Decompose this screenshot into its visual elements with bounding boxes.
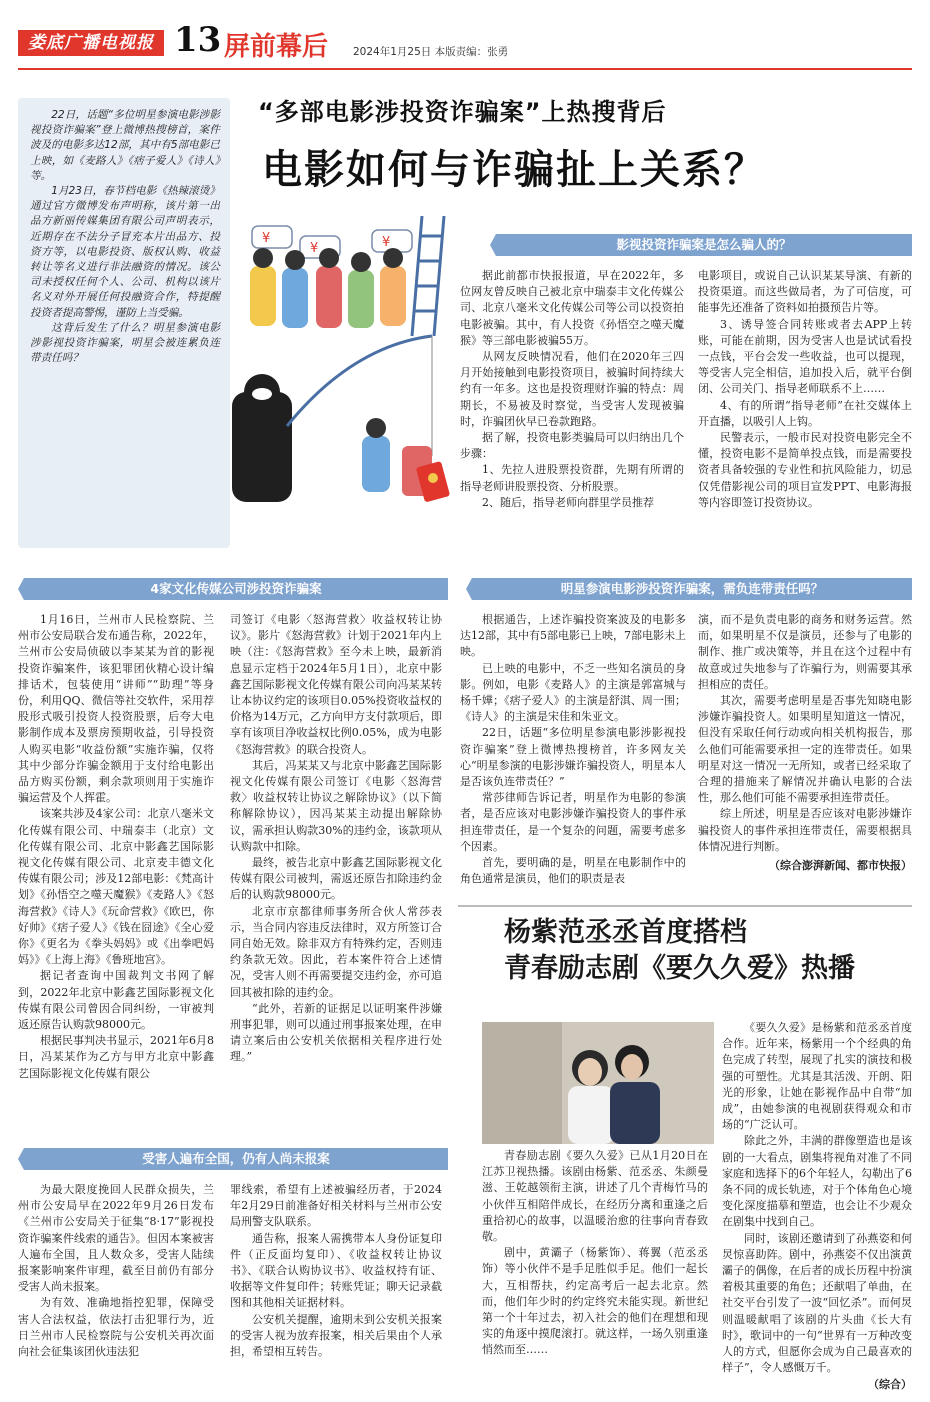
yang-title-line-2: 青春励志剧《要久久爱》热播 xyxy=(504,953,855,984)
fraud-illustration xyxy=(232,196,464,524)
yang-article-title xyxy=(504,915,912,987)
paragraph: 为有效、准确地指控犯罪，保障受害人合法权益，依法打击犯罪行为，近日兰州市人民检察院与公安机关再次面向社会征集该团伙违法犯 xyxy=(18,1296,214,1359)
headline-main: 电影如何与诈骗扯上关系？ xyxy=(262,147,766,193)
paragraph: 《要久久爱》是杨紫和范丞丞首度合作。近年来，杨紫用一个个经典的角色完成了转型，展现了扎实的演技和极强的可塑性。尤其是其活泼、开朗、阳光的形象，让她在影视作品中自带“加成”，由她参演的电视剧获得观众和市场的“广泛认可。 xyxy=(722,1021,912,1132)
money-bubble-icon xyxy=(252,226,292,248)
section4-col-b xyxy=(230,1182,442,1360)
paragraph: 据此前都市快报报道，早在2022年，多位网友曾反映自己被北京中瑞泰丰文化传媒公司、北京八毫米文化传媒公司等公司以投资拍电影被骗。其中，有人投资《孙悟空之噬天魔猴》等三部电影被骗55万。 xyxy=(460,269,684,347)
section3-signature: （综合澎湃新闻、都市快报） xyxy=(769,859,912,873)
paragraph: 同时，该剧还邀请到了孙燕姿和何炅惊喜助阵。剧中，孙燕姿不仅出演黄灞子的偶像，在后者的成长历程中扮演着极其重要的角色；还献唱了单曲，在社交平台引发了一波“回忆杀”。而何炅则温暖献唱了该剧的片头曲《长大有时》，歌词中的一句“世界有一万种改变人的方式，但愿你会成为自己最喜欢的样子”，令人感慨万千。 xyxy=(722,1231,912,1375)
paragraph: 电影项目，或说自己认识某某导演、有新的投资渠道。而这些做局者，为了可信度，可能事先还准备了资料如拍摄预告片等。 xyxy=(698,269,912,315)
drama-still-svg xyxy=(482,1022,714,1144)
paragraph: 1月16日，兰州市人民检察院、兰州市公安局联合发布通告称，2022年，兰州市公安局侦破以李某某为首的影视投资诈骗案件，该犯罪团伙精心设计编排话术，包装使用“讲师”“助理”等身份，利用QQ、微信等社交软件，采用荐股形式吸引投资人投资股票，后夸大电影制作成本及票房预期收益，引导投资人购买电影“收益份额”实施诈骗，仅将其中少部分诈骗金额用于支付给电影出品方购买份额，剩余款项则用于实施诈骗运营及个人挥霍。 xyxy=(18,613,214,805)
paragraph: 常莎律师告诉记者，明星作为电影的参演者，是否应该对电影涉嫌诈骗投资人的事件承担连带责任，是一个复杂的问题，需要考虑多个因素。 xyxy=(460,791,686,853)
section-header-star-liability: 明星参演电影涉投资诈骗案，需负连带责任吗？ xyxy=(472,578,912,600)
intro-box xyxy=(18,98,230,548)
paragraph: 演，而不是负责电影的商务和财务运营。然而，如果明星不仅是演员，还参与了电影的制作、推广或决策等，并且在这个过程中有故意或过失地参与了诈骗行为，则需要其承担相应的责任。 xyxy=(698,613,912,691)
paragraph: 公安机关提醒，逾期未到公安机关报案的受害人视为放弃报案，相关后果由个人承担，希望相互转告。 xyxy=(230,1312,442,1359)
ladder-icon xyxy=(412,216,444,336)
paragraph: 据记者查询中国裁判文书网了解到，2022年北京中影鑫艺国际影视文化传媒有限公司曾因合同纠纷，一审被判返还原告认购款98000元。 xyxy=(18,969,214,1032)
paragraph: 4、有的所谓“指导老师”在社交媒体上开直播，以吸引人上钩。 xyxy=(698,398,912,428)
svg-text:¥: ¥ xyxy=(262,231,271,246)
paragraph: 已上映的电影中，不乏一些知名演员的身影。例如，电影《麦路人》的主演是郭富城与杨千嬅；《痞子爱人》的主演是舒淇、周一围；《诗人》的主演是宋佳和朱亚文。 xyxy=(460,661,686,724)
section-header-victims: 受害人遍布全国，仍有人尚未报案 xyxy=(24,1148,448,1170)
paragraph: 据了解，投资电影类骗局可以归纳出几个步骤： xyxy=(460,431,684,461)
fraud-illustration-svg xyxy=(232,196,464,524)
paragraph: 最终，被告北京中影鑫艺国际影视文化传媒有限公司被判，需返还原告扣除违约金后的认购款98000元。 xyxy=(230,856,442,902)
paragraph: 除此之外，丰满的群像塑造也是该剧的一大看点，剧集将视角对准了不同家庭和选择下的6个年轻人，勾勒出了6条不同的成长轨迹，对于个体角色心境变化深度描摹和塑造，也会让不少观众在剧集中找到自己。 xyxy=(722,1134,912,1229)
page-number: 13 xyxy=(174,20,222,60)
section1-col-a xyxy=(460,268,684,511)
paragraph: 罪线索，希望有上述被骗经历者，于2024年2月29日前准备好相关材料与兰州市公安局刑警支队联系。 xyxy=(230,1183,442,1229)
paragraph: 综上所述，明星是否应该对电影涉嫌诈骗投资人的事件承担连带责任，需要根据具体情况进行判断。 xyxy=(698,807,912,853)
masthead xyxy=(18,18,912,70)
section2-col-b xyxy=(230,612,442,1066)
paragraph: 民警表示，一般市民对投资电影完全不懂，投资电影不是简单投点钱，而是需要投资者具备较强的专业性和抗风险能力，切忌仅凭借影视公司的项目宣发PPT、电影海报等内容即签订投资协议。 xyxy=(698,431,912,509)
section3-col-b xyxy=(698,612,912,873)
paragraph: 为最大限度挽回人民群众损失，兰州市公安局早在2022年9月26日发布《兰州市公安局关于征集“8·17”影视投资诈骗案件线索的通告》。但因本案被害人遍布全国，且人数众多，受害人陆续报案影响案件审理，截至目前仍有部分受害人尚未报案。 xyxy=(18,1183,214,1294)
masthead-divider xyxy=(18,68,912,70)
page-meta: 2024年1月25日 本版责编：张勇 xyxy=(353,46,509,58)
paragraph: 该案共涉及4家公司：北京八毫米文化传媒有限公司、中瑞泰丰（北京）文化传媒有限公司、北京中影鑫艺国际影视文化传媒有限公司、北京麦丰德文化传媒有限公司；涉及12部电影：《梵高计划》《孙悟空之噬天魔猴》《麦路人》《怒海营救》《诗人》《玩命营救》《欧巴，你好帅》《痞子爱人》《钱在囧途》《全心爱你》《更名为《拳头妈妈》或《出拳吧妈妈》》《上海上海》《鲁班地宫》。 xyxy=(18,807,214,967)
paragraph: 司签订《电影〈怒海营救〉收益权转让协议》。影片《怒海营救》计划于2021年内上映（注：《怒海营救》至今未上映，最新消息显示定档于2024年5月1日），北京中影鑫艺国际影视文化传媒有限公司向冯某某转让本协议约定的该项目0.05%投资收益权的价格为14万元，乙方向甲方支付款项后，即享有该项目净收益权比例0.05%，成为电影《怒海营救》的联合投资人。 xyxy=(230,613,442,756)
paragraph: 3、诱导签合同转账或者去APP上转账，可能在前期，因为受害人也是试试看投一点钱，平台会发一些收益，也可以提现，等受害人完全相信，追加投入后，就平台倒闭、公司关门、指导老师联系不上…… xyxy=(698,317,912,396)
headline-kicker: “多部电影涉投资诈骗案”上热搜背后 xyxy=(258,98,667,126)
svg-text:¥: ¥ xyxy=(382,235,391,250)
paragraph: 1、先拉人进股票投资群，先期有所谓的指导老师讲股票投资、分析股票。 xyxy=(460,463,684,493)
paragraph: 通告称，报案人需携带本人身份证复印件（正反面均复印）、《收益权转让协议书》、《联合认购协议书》、收益权持有证、收据等文件复印件；转账凭证；聊天记录截图和其他相关证据材料。 xyxy=(230,1231,442,1310)
intro-paragraph-1: 22日，话题“多位明星参演电影涉影视投资诈骗案”登上微博热搜榜首，案件波及的电影多达12部，其中有5部电影已上映，如《麦路人》《痞子爱人》《诗人》等。 xyxy=(30,109,220,182)
paragraph: 剧中，黄灞子（杨紫饰）、蒋翼（范丞丞饰）等小伙伴不是手足胜似手足。他们一起长大，互相帮扶，约定高考后一起去北京。然而，他们年少时的约定终究未能实现。新世纪第一个十年过去，初入社会的他们在理想和现实的角逐中摸爬滚打。就这样，一场久别重逢悄然而至…… xyxy=(482,1246,708,1357)
crowd-icon xyxy=(250,248,406,328)
paragraph: 根据民事判决书显示，2021年6月8日，冯某某作为乙方与甲方北京中影鑫艺国际影视文化传媒有限公 xyxy=(18,1034,214,1080)
paragraph: 青春励志剧《要久久爱》已从1月20日在江苏卫视热播。该剧由杨紫、范丞丞、朱颜曼滋、王乾越领衔主演，讲述了几个青梅竹马的小伙伴互相陪伴成长，在经历分离和重逢之后重拾初心的故事，以温暖治愈的往事向青春致敬。 xyxy=(482,1149,708,1244)
section-header-four-companies: 4家文化传媒公司涉投资诈骗案 xyxy=(24,578,448,600)
paragraph: 22日，话题“多位明星参演电影涉影视投资诈骗案”登上微博热搜榜首，许多网友关心“明星参演的电影涉嫌诈骗投资人，明星本人是否该负连带责任？” xyxy=(460,726,686,789)
intro-paragraph-3: 这背后发生了什么？明星参演电影涉影视投资诈骗案，明星会被连累负连带责任吗？ xyxy=(30,321,220,365)
section3-col-a xyxy=(460,612,686,887)
paragraph: 其后，冯某某又与北京中影鑫艺国际影视文化传媒有限公司签订《电影〈怒海营救〉收益权转让协议之解除协议》（以下简称解除协议），因冯某某主动提出解除协议，需承担认购款30%的违约金，该款项从认购款中扣除。 xyxy=(230,758,442,853)
paragraph: 北京市京都律师事务所合伙人常莎表示，当合同内容违反法律时，双方所签订合同自始无效。除非双方有特殊约定，否则违约条款无效。因此，若本案件符合上述情况，受害人则不再需要提交违约金，亦可追回其被扣除的违约金。 xyxy=(230,904,442,999)
paragraph: 其次，需要考虑明星是否事先知晓电影涉嫌诈骗投资人。如果明星知道这一情况，但没有采取任何行动或向相关机构报告，那么他们可能需要承担一定的连带责任。如果明星对这一情况一无所知，或者已经采取了合理的措施来了解情况并确认电影的合法性，那么他们可能不需要承担连带责任。 xyxy=(698,694,912,805)
paragraph: 2、随后，指导老师向群里学员推荐 xyxy=(482,495,654,509)
drama-still-photo xyxy=(482,1022,714,1144)
paragraph: 根据通告，上述诈骗投资案波及的电影多达12部，其中有5部电影已上映，7部电影未上映。 xyxy=(460,613,686,659)
section2-col-a xyxy=(18,612,214,1082)
yang-col-right xyxy=(722,1020,912,1392)
page-section-name: 屏前幕后 xyxy=(224,32,329,62)
yang-title-line-1: 杨紫范丞丞首度搭档 xyxy=(504,917,747,948)
yang-col-left xyxy=(482,1148,708,1359)
yang-signature: （综合） xyxy=(868,1378,912,1392)
red-envelope-icon xyxy=(416,461,450,503)
intro-paragraph-2: 1月23日，春节档电影《热辣滚烫》通过官方微博发布声明称，该片第一出品方新丽传媒集团有限公司声明表示，近期存在不法分子冒充本片出品方、投资方等，以电影投资、版权认购、收益转让等名义进行非法融资的情况。该公司未授权任何个人、公司、机构以该片名义对外开展任何投融资合作，特提醒投资者提高警惕，谨防上当受骗。 xyxy=(30,185,220,319)
fishing-rod-icon xyxy=(287,336,432,456)
paragraph: “此外，若新的证据足以证明案件涉嫌刑事犯罪，则可以通过刑事报案处理，在申请立案后由公安机关依据相关程序进行处理。” xyxy=(230,1001,442,1064)
section-header-fraud-method: 影视投资诈骗案是怎么骗人的？ xyxy=(496,234,912,256)
paragraph: 首先，要明确的是，明星在电影制作中的角色通常是演员，他们的职责是表 xyxy=(460,856,686,886)
fraudster-icon xyxy=(232,374,292,502)
article-divider xyxy=(458,905,912,907)
svg-text:¥: ¥ xyxy=(310,241,319,256)
section1-col-b xyxy=(698,268,912,511)
newspaper-logo: 娄底广播电视报 xyxy=(18,30,164,56)
paragraph: 从网友反映情况看，他们在2020年三四月开始接触到电影投资项目，被骗时间持续大约有一年多。这也是投资理财诈骗的特点：周期长，不易被及时察觉，当受害人发现被骗时，诈骗团伙早已卷款跑路。 xyxy=(460,350,684,428)
section4-col-a xyxy=(18,1182,214,1360)
